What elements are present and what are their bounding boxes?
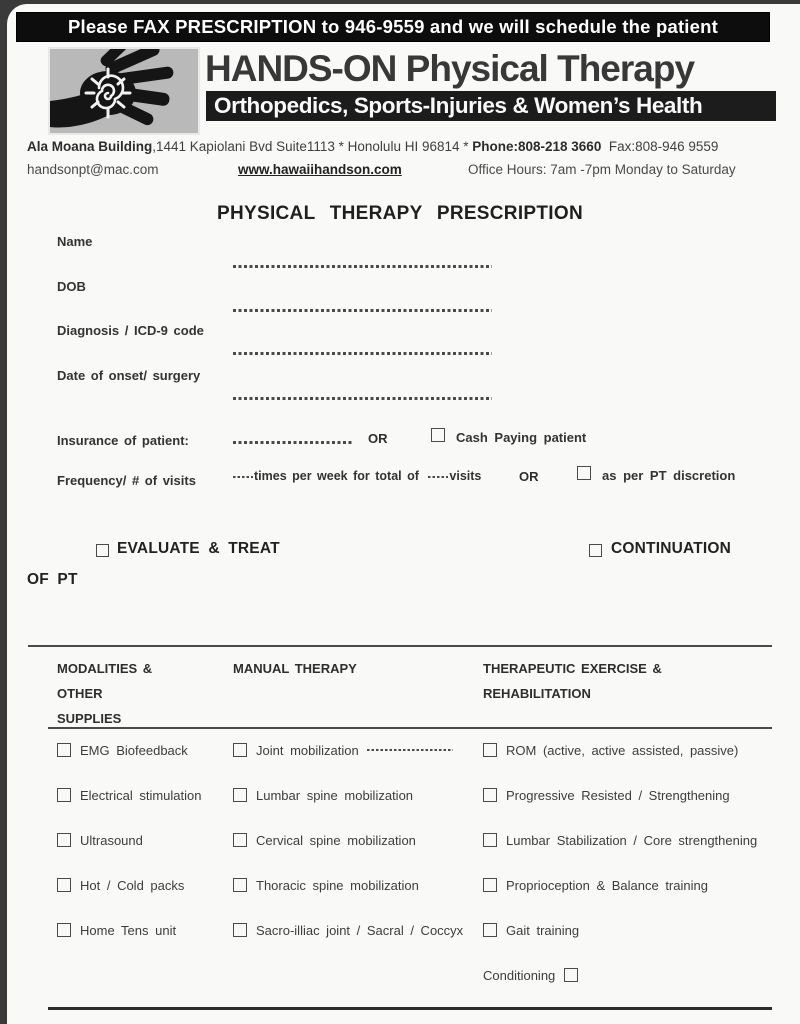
- checkbox-label: Lumbar Stabilization / Core strengthening: [506, 832, 758, 848]
- checkbox-item[interactable]: [57, 786, 233, 804]
- checkbox-icon[interactable]: [483, 923, 497, 937]
- or-separator: OR: [368, 431, 388, 446]
- fill-in-dashes[interactable]: [367, 749, 453, 751]
- checkbox-label: Cervical spine mobilization: [256, 832, 416, 848]
- continuation-label: CONTINUATION: [611, 540, 732, 557]
- column-header-line: REHABILITATION: [483, 686, 591, 701]
- checkbox-icon[interactable]: [483, 788, 497, 802]
- frequency-text-2: visits: [449, 469, 482, 483]
- column-header-line: SUPPLIES: [57, 711, 122, 726]
- continuation-label-wrap: OF PT: [27, 571, 78, 588]
- checkbox-label: Hot / Cold packs: [80, 877, 185, 893]
- checkbox-label: Lumbar spine mobilization: [256, 787, 414, 803]
- checkbox-label: Progressive Resisted / Strengthening: [506, 787, 730, 803]
- hand-spiral-logo-icon: [50, 116, 194, 133]
- checkbox-label: Sacro-illiac joint / Sacral / Coccyx: [256, 922, 464, 938]
- checkbox-icon[interactable]: [233, 878, 247, 892]
- pt-discretion-label: as per PT discretion: [602, 468, 736, 483]
- pt-discretion-checkbox[interactable]: [577, 466, 591, 480]
- checkbox-label: Home Tens unit: [80, 922, 177, 938]
- checkbox-column-modalities: [57, 741, 233, 966]
- checkbox-icon[interactable]: [483, 833, 497, 847]
- checkbox-item[interactable]: [233, 831, 483, 849]
- evaluate-treat-label: EVALUATE & TREAT: [117, 540, 280, 557]
- visits-fill-dashes[interactable]: [428, 476, 448, 478]
- insurance-fill-line[interactable]: [233, 441, 354, 444]
- column-header-line: THERAPEUTIC EXERCISE &: [483, 661, 662, 676]
- checkbox-item[interactable]: [483, 786, 783, 804]
- checkbox-label: Joint mobilization: [256, 742, 359, 758]
- checkbox-icon[interactable]: [233, 833, 247, 847]
- address-rest: ,1441 Kapiolani Bvd Suite1113 * Honolulu HI 96814 *: [152, 139, 473, 154]
- checkbox-item[interactable]: [233, 876, 483, 894]
- checkbox-label: Conditioning: [483, 967, 556, 983]
- checkbox-icon[interactable]: [57, 833, 71, 847]
- column-header-line: MODALITIES &: [57, 661, 153, 676]
- cash-paying-checkbox[interactable]: [431, 428, 445, 442]
- checkbox-label: Electrical stimulation: [80, 787, 202, 803]
- column-header-therapeutic: [483, 656, 773, 706]
- column-header-line: MANUAL THERAPY: [233, 661, 357, 676]
- fax-banner: Please FAX PRESCRIPTION to 946-9559 and we will schedule the patient: [16, 12, 770, 42]
- checkbox-item[interactable]: [483, 831, 783, 849]
- checkbox-item[interactable]: [233, 921, 483, 939]
- times-fill-dashes[interactable]: [233, 476, 253, 478]
- checkbox-icon[interactable]: [57, 743, 71, 757]
- fax-number: Fax:808-946 9559: [601, 139, 719, 154]
- checkbox-icon[interactable]: [233, 788, 247, 802]
- onset-fill-line[interactable]: [233, 397, 492, 400]
- column-header-modalities: [57, 656, 207, 731]
- name-fill-line[interactable]: [233, 265, 492, 268]
- field-label-diagnosis: Diagnosis / ICD-9 code: [57, 323, 204, 338]
- frequency-sentence: [233, 469, 481, 483]
- checkbox-item[interactable]: [233, 741, 483, 759]
- column-header-line: OTHER: [57, 686, 103, 701]
- cash-paying-label: Cash Paying patient: [456, 430, 587, 445]
- office-hours: Office Hours: 7am -7pm Monday to Saturday: [468, 162, 736, 177]
- checkbox-label: Ultrasound: [80, 832, 143, 848]
- field-label-name: Name: [57, 234, 93, 249]
- checkbox-icon[interactable]: [57, 878, 71, 892]
- checkbox-icon[interactable]: [483, 743, 497, 757]
- field-label-frequency: Frequency/ # of visits: [57, 473, 196, 488]
- phone-number: Phone:808-218 3660: [472, 139, 602, 154]
- checkbox-label: Thoracic spine mobilization: [256, 877, 419, 893]
- checkbox-column-therapeutic: [483, 741, 783, 1011]
- checkbox-icon[interactable]: [233, 923, 247, 937]
- dob-fill-line[interactable]: [233, 309, 492, 312]
- address-line: [27, 139, 789, 154]
- clinic-tagline: Orthopedics, Sports-Injuries & Women’s Health: [206, 91, 776, 121]
- checkbox-item[interactable]: [57, 876, 233, 894]
- email-address: handsonpt@mac.com: [27, 162, 159, 177]
- checkbox-label: ROM (active, active assisted, passive): [506, 742, 739, 758]
- clinic-name: HANDS-ON Physical Therapy: [205, 48, 695, 89]
- form-title: PHYSICAL THERAPY PRESCRIPTION: [217, 203, 583, 224]
- continuation-checkbox[interactable]: [589, 544, 602, 557]
- checkbox-icon[interactable]: [564, 968, 578, 982]
- checkbox-item[interactable]: [57, 741, 233, 759]
- checkbox-item[interactable]: [483, 966, 783, 984]
- field-label-dob: DOB: [57, 279, 86, 294]
- checkbox-item[interactable]: [483, 921, 783, 939]
- checkbox-icon[interactable]: [57, 923, 71, 937]
- clinic-logo: [48, 47, 200, 135]
- checkbox-icon[interactable]: [483, 878, 497, 892]
- checkbox-icon[interactable]: [233, 743, 247, 757]
- section-divider-top: [28, 645, 772, 647]
- checkbox-item[interactable]: [233, 786, 483, 804]
- checkbox-column-manual-therapy: [233, 741, 483, 966]
- column-header-manual-therapy: [233, 656, 453, 681]
- building-name: Ala Moana Building: [27, 139, 153, 154]
- checkbox-icon[interactable]: [57, 788, 71, 802]
- field-label-onset: Date of onset/ surgery: [57, 368, 201, 383]
- checkbox-label: EMG Biofeedback: [80, 742, 188, 758]
- evaluate-treat-checkbox[interactable]: [96, 544, 109, 557]
- website-link[interactable]: www.hawaiihandson.com: [238, 162, 402, 177]
- checkbox-label: Gait training: [506, 922, 580, 938]
- frequency-text-1: times per week for total of: [254, 469, 419, 483]
- checkbox-item[interactable]: [57, 921, 233, 939]
- field-label-insurance: Insurance of patient:: [57, 433, 189, 448]
- diagnosis-fill-line[interactable]: [233, 352, 492, 355]
- checkbox-item[interactable]: [57, 831, 233, 849]
- checkbox-label: Proprioception & Balance training: [506, 877, 708, 893]
- checkbox-item[interactable]: [483, 741, 783, 759]
- or-separator-2: OR: [519, 469, 539, 484]
- checkbox-item[interactable]: [483, 876, 783, 894]
